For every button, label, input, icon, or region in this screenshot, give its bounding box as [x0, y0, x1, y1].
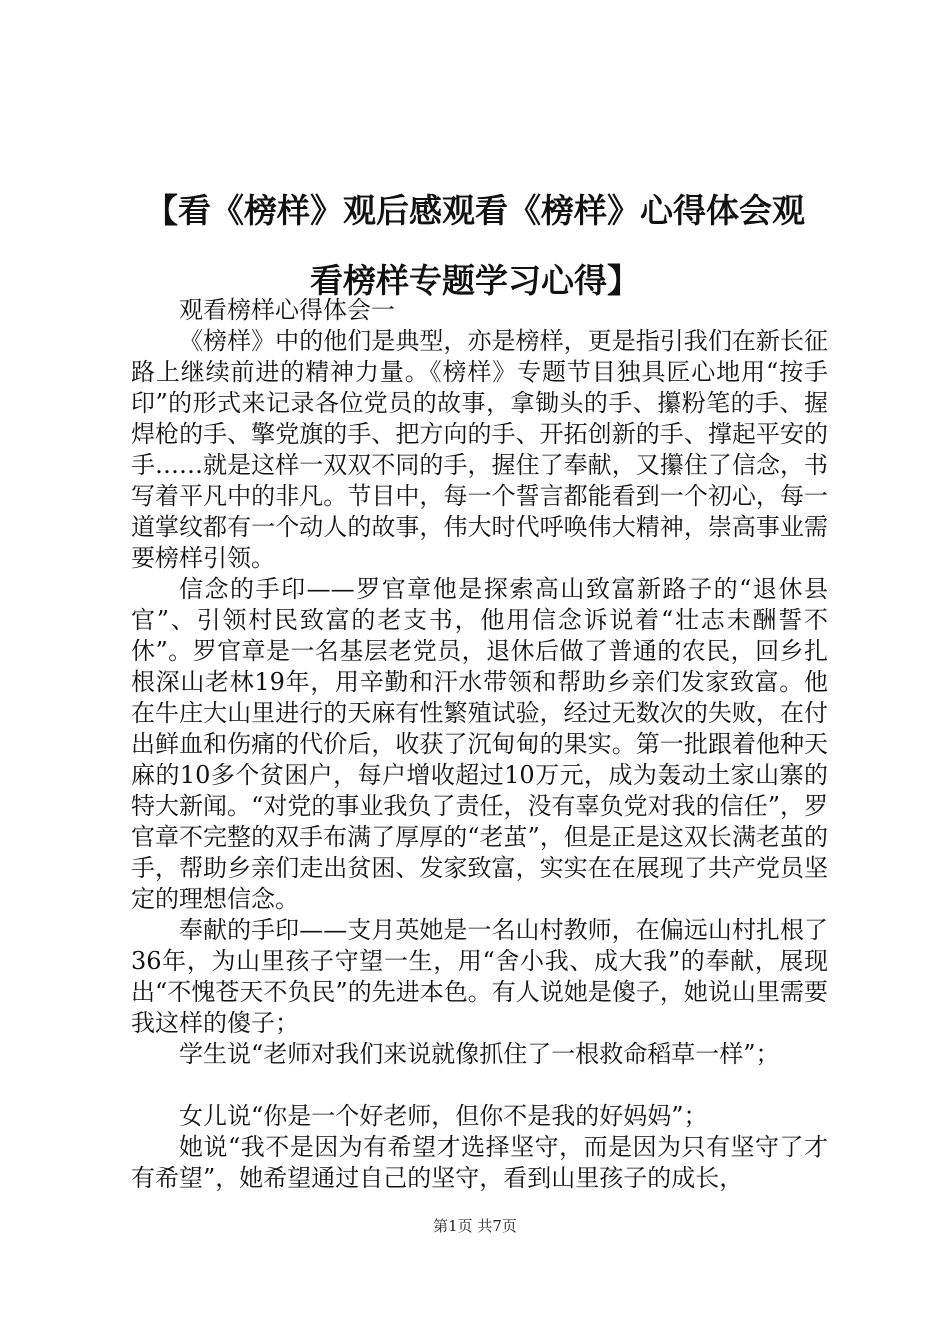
paragraph: 信念的手印——罗官章他是探索高山致富新路子的“退休县官”、引领村民致富的老支书，他用信念诉说着“壮志未酬誓不休”。罗官章是一名基层老党员，退休后做了普通的农民，回乡扎根深山老林19年，用辛勤和汗水带领和帮助乡亲们发家致富。他在牛庄大山里进行的天麻有性繁殖试验，经过无数次的失败，在付出鲜血和伤痛的代价后，收获了沉甸甸的果实。第一批跟着他种天麻的10多个贫困户，每户增收超过10万元，成为轰动土家山寨的特大新闻。“对党的事业我负了责任，没有辜负党对我的信任”，罗官章不完整的双手布满了厚厚的“老茧”，但是正是这双长满老茧的手，帮助乡亲们走出贫困、发家致富，实实在在展现了共产党员坚定的理想信念。 — [131, 575, 828, 913]
paragraph: 奉献的手印——支月英她是一名山村教师，在偏远山村扎根了36年，为山里孩子守望一生，用“舍小我、成大我”的奉献，展现出“不愧苍天不负民”的先进本色。有人说她是傻子，她说山里需要我这样的傻子； — [131, 916, 828, 1037]
title-line-1: 【看《榜样》观后感观看《榜样》心得体会观 — [145, 191, 805, 230]
section-subhead: 观看榜样心得体会一 — [179, 296, 395, 324]
paragraph: 学生说“老师对我们来说就像抓住了一根救命稻草一样”； — [179, 1040, 780, 1068]
paragraph: 女儿说“你是一个好老师，但你不是我的好妈妈”； — [179, 1102, 708, 1130]
paragraph: 她说“我不是因为有希望才选择坚守，而是因为只有坚守了才有希望”，她希望通过自己的坚守，看到山里孩子的成长， — [131, 1133, 828, 1192]
document-body — [131, 295, 828, 1194]
title-line-2: 看榜样专题学习心得】 — [310, 261, 640, 300]
page-footer: 第1页 共7页 — [433, 1217, 517, 1235]
paragraph: 《榜样》中的他们是典型，亦是榜样，更是指引我们在新长征路上继续前进的精神力量。《榜样》专题节目独具匠心地用“按手印”的形式来记录各位党员的故事，拿锄头的手、攥粉笔的手、握焊枪的手、擎党旗的手、把方向的手、开拓创新的手、撑起平安的手……就是这样一双双不同的手，握住了奉献，又攥住了信念，书写着平凡中的非凡。节目中，每一个誓言都能看到一个初心，每一道掌纹都有一个动人的故事，伟大时代呼唤伟大精神，崇高事业需要榜样引领。 — [131, 327, 828, 572]
